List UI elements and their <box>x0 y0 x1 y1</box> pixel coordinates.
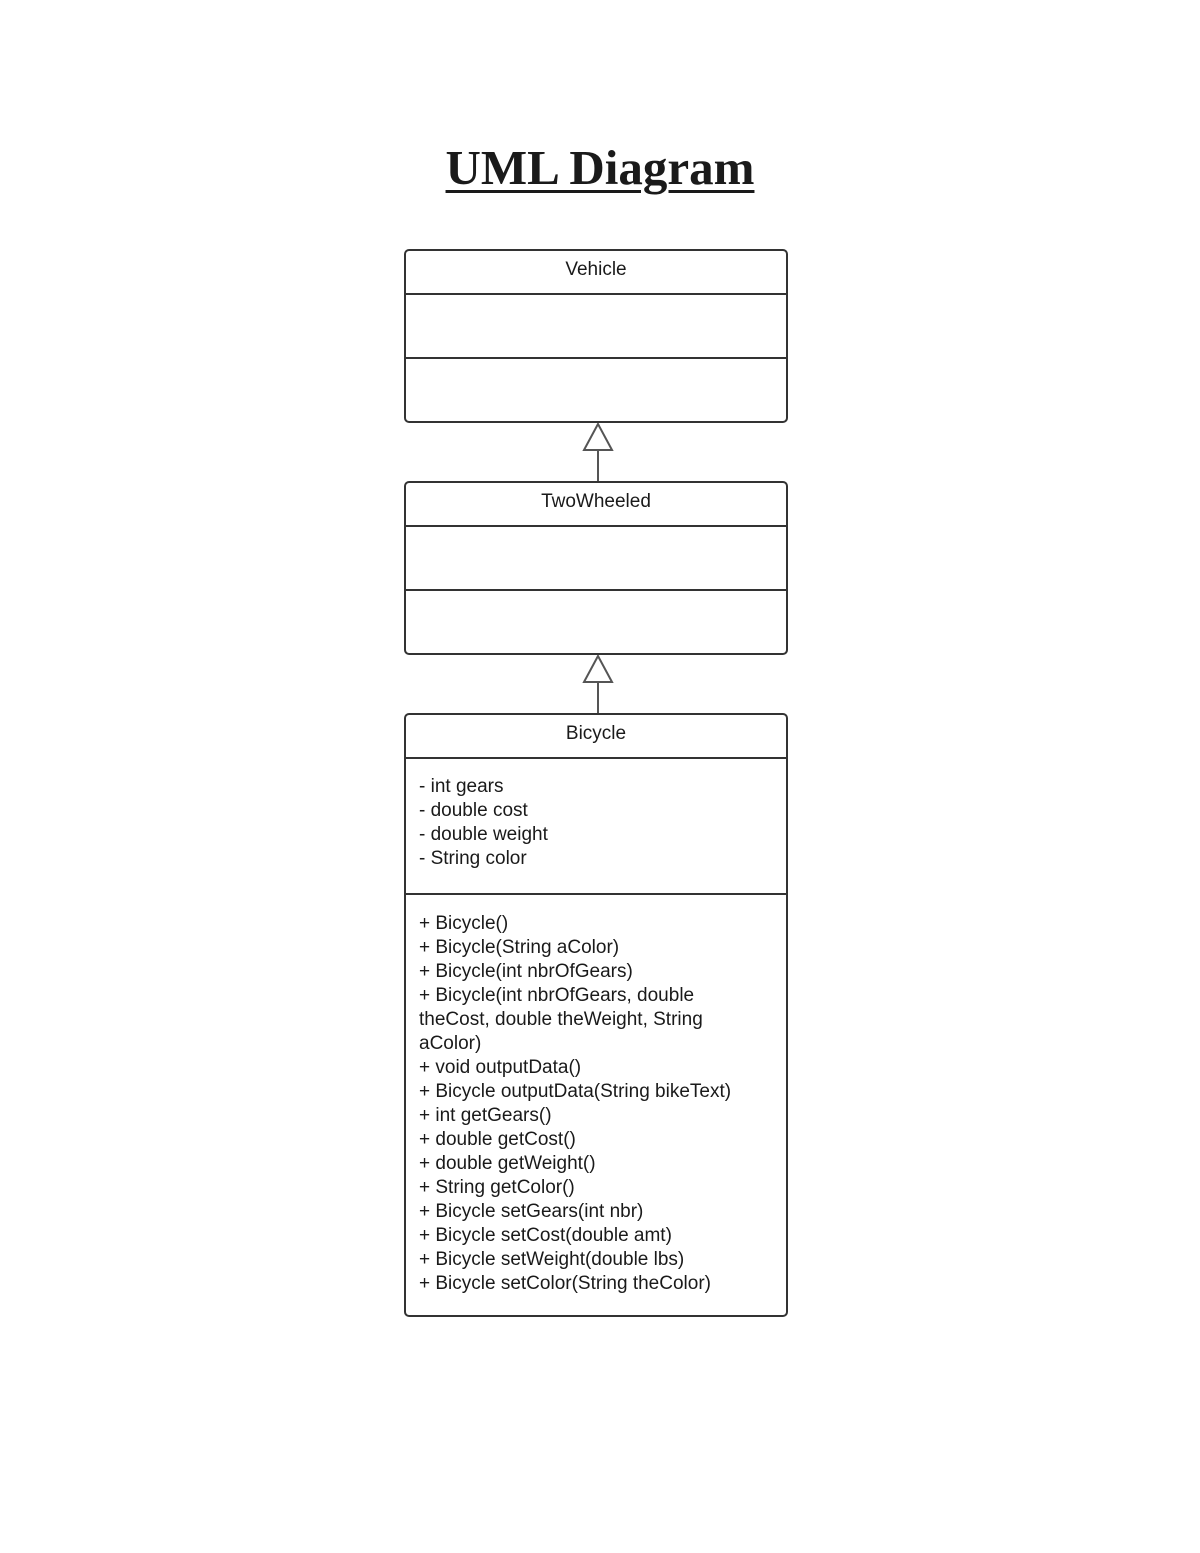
class-name-bicycle: Bicycle <box>406 715 786 759</box>
method-constructor-full: + Bicycle(int nbrOfGears, double theCost, double theWeight, String aColor) <box>419 985 709 1054</box>
vehicle-methods-compartment <box>406 359 786 419</box>
generalization-arrow-twowheeled-vehicle <box>578 423 618 482</box>
method-constructor-default: + Bicycle() <box>419 913 509 934</box>
bicycle-methods-compartment <box>406 895 786 1296</box>
method-set-color: + Bicycle setColor(String theColor) <box>419 1273 711 1294</box>
method-constructor-color: + Bicycle(String aColor) <box>419 937 620 958</box>
page-title <box>0 138 1200 198</box>
class-name-vehicle: Vehicle <box>406 251 786 295</box>
class-name-twowheeled: TwoWheeled <box>406 483 786 527</box>
method-get-gears: + int getGears() <box>419 1105 552 1126</box>
method-get-cost: + double getCost() <box>419 1129 576 1150</box>
method-get-weight: + double getWeight() <box>419 1153 596 1174</box>
method-constructor-gears: + Bicycle(int nbrOfGears) <box>419 961 633 982</box>
method-output-data: + void outputData() <box>419 1057 582 1078</box>
bicycle-attributes-compartment <box>406 759 786 895</box>
generalization-arrow-bicycle-twowheeled <box>578 655 618 714</box>
method-output-data-text: + Bicycle outputData(String bikeText) <box>419 1081 732 1102</box>
class-twowheeled <box>404 481 788 655</box>
attribute-gears: - int gears <box>419 776 504 797</box>
twowheeled-attributes-compartment <box>406 527 786 591</box>
method-set-gears: + Bicycle setGears(int nbr) <box>419 1201 644 1222</box>
method-get-color: + String getColor() <box>419 1177 575 1198</box>
page-title-text: UML Diagram <box>445 140 755 195</box>
class-vehicle <box>404 249 788 423</box>
class-bicycle <box>404 713 788 1317</box>
attribute-weight: - double weight <box>419 824 548 845</box>
attribute-color: - String color <box>419 848 527 869</box>
vehicle-attributes-compartment <box>406 295 786 359</box>
attribute-cost: - double cost <box>419 800 528 821</box>
method-set-cost: + Bicycle setCost(double amt) <box>419 1225 672 1246</box>
twowheeled-methods-compartment <box>406 591 786 653</box>
method-set-weight: + Bicycle setWeight(double lbs) <box>419 1249 685 1270</box>
